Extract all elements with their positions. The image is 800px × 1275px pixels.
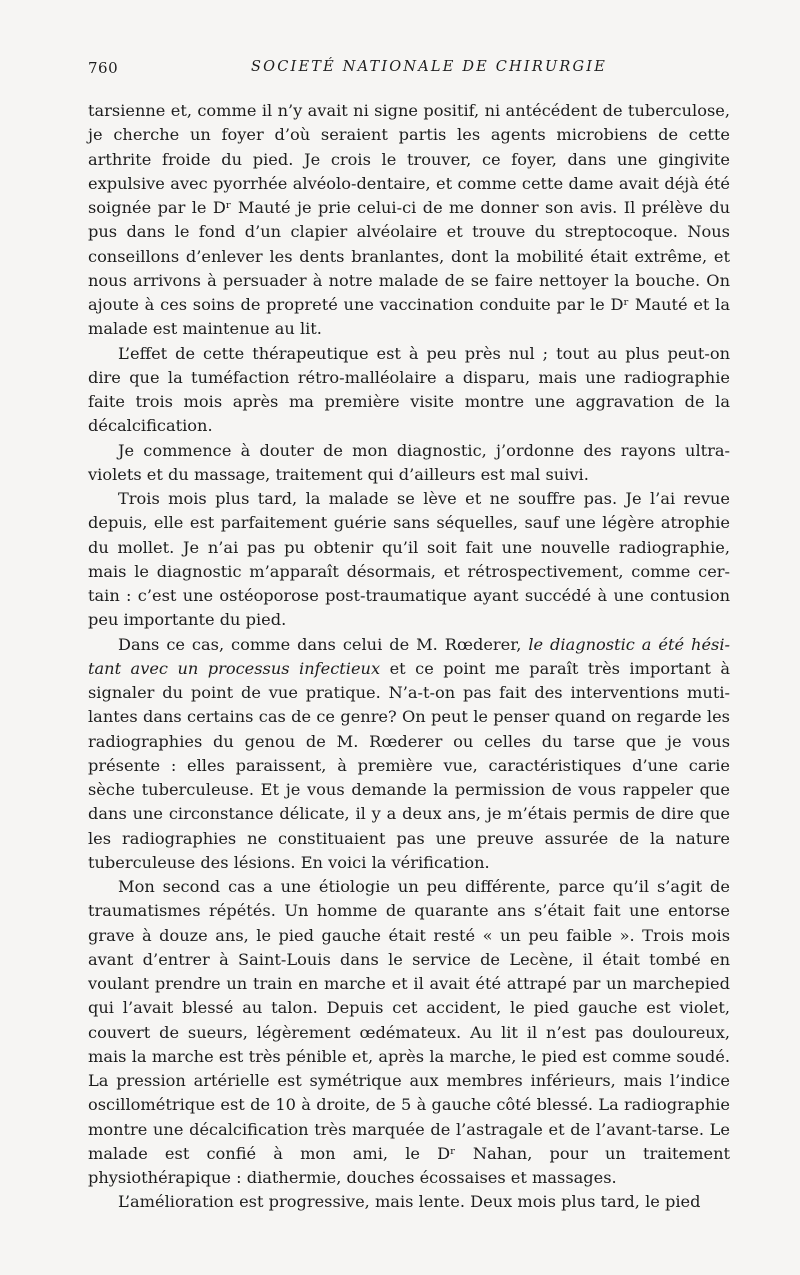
- paragraph-text: et ce point me paraît très important à signaler du point de vue pratique. N’a-t-on pas fait des interventions mutilantes dans certains cas de ce genre? On peut le penser quand on regarde les radiographies du genou de M. Rœderer ou celles du tarse que je vous présente : elles paraissent, à première vue, caractéristiques d’une carie sèche tuberculeuse. Et je vous demande la permission de vous rappeler que dans une circonstance délicate, il y a deux ans, je m’étais permis de dire que les radiographies ne constituaient pas une preuve assurée de la nature tuberculeuse des lésions. En voici la vérification.: [88, 658, 730, 872]
- page-header: [88, 59, 730, 89]
- paragraph: Mon second cas a une étiologie un peu différente, parce qu’il s’agit de traumatismes répétés. Un homme de quarante ans s’était fait une entorse grave à douze ans, le pied gauche était resté « un peu faible ». Trois mois avant d’entrer à Saint-Louis dans le service de Lecène, il était tombé en voulant prendre un train en marche et il avait été attrapé par un marchepied qui l’avait blessé au talon. Depuis cet accident, le pied gauche est violet, couvert de sueurs, légèrement œdémateux. Au lit il n’est pas douloureux, mais la marche est très pénible et, après la marche, le pied est comme soudé. La pression artérielle est symétrique aux membres inférieurs, mais l’indice oscillométrique est de 10 à droite, de 5 à gauche côté blessé. La radiographie montre une décalcification très marquée de l’astragale et de l’avant-tarse. Le malade est confié à mon ami, le Dʳ Nahan, pour un traitement physiothérapique : diathermie, douches écossaises et massages.: [88, 877, 730, 1187]
- body-text: [88, 99, 730, 1215]
- paragraph-continued: tarsienne et, comme il n’y avait ni signe positif, ni antécédent de tuberculose, je cherche un foyer d’où seraient partis les agents microbiens de cette arthrite froide du pied. Je crois le trouver, ce foyer, dans une gingivite expulsive avec pyorrhée alvéolo-dentaire, et comme cette dame avait déjà été soignée par le Dʳ Mauté je prie celui-ci de me donner son avis. Il prélève du pus dans le fond d’un clapier alvéolaire et trouve du streptocoque. Nous conseillons d’enlever les dents branlantes, dont la mobilité était extrême, et nous arrivons à persuader à notre malade de se faire nettoyer la bouche. On ajoute à ces soins de propreté une vaccination conduite par le Dʳ Mauté et la malade est maintenue au lit.: [88, 101, 730, 339]
- running-title: SOCIETÉ NATIONALE DE CHIRURGIE: [251, 59, 607, 75]
- paragraph-text: Dans ce cas, comme dans celui de M. Rœderer,: [118, 634, 529, 654]
- paragraph: Je commence à douter de mon diagnostic, j’ordonne des rayons ultraviolets et du massage, traitement qui d’ailleurs est mal suivi.: [88, 440, 730, 484]
- paragraph-with-emphasis: [88, 633, 730, 876]
- emphasized-phrase: le diagnostic a été hésitant avec un processus infectieux: [88, 634, 730, 678]
- page-number: 760: [88, 59, 119, 77]
- paragraph: L’effet de cette thérapeutique est à peu près nul ; tout au plus peut-on dire que la tuméfaction rétro-malléolaire a disparu, mais une radiographie faite trois mois après ma première visite montre une aggravation de la décalcification.: [88, 343, 730, 436]
- paragraph: Trois mois plus tard, la malade se lève et ne souffre pas. Je l’ai revue depuis, elle est parfaitement guérie sans séquelles, sauf une légère atrophie du mollet. Je n’ai pas pu obtenir qu’il soit fait une nouvelle radiographie, mais le diagnostic m’apparaît désormais, et rétrospectivement, comme certain : c’est une ostéoporose post-traumatique ayant succédé à une contusion peu importante du pied.: [88, 489, 730, 630]
- paragraph-truncated: L’amélioration est progressive, mais lente. Deux mois plus tard, le pied: [118, 1192, 701, 1212]
